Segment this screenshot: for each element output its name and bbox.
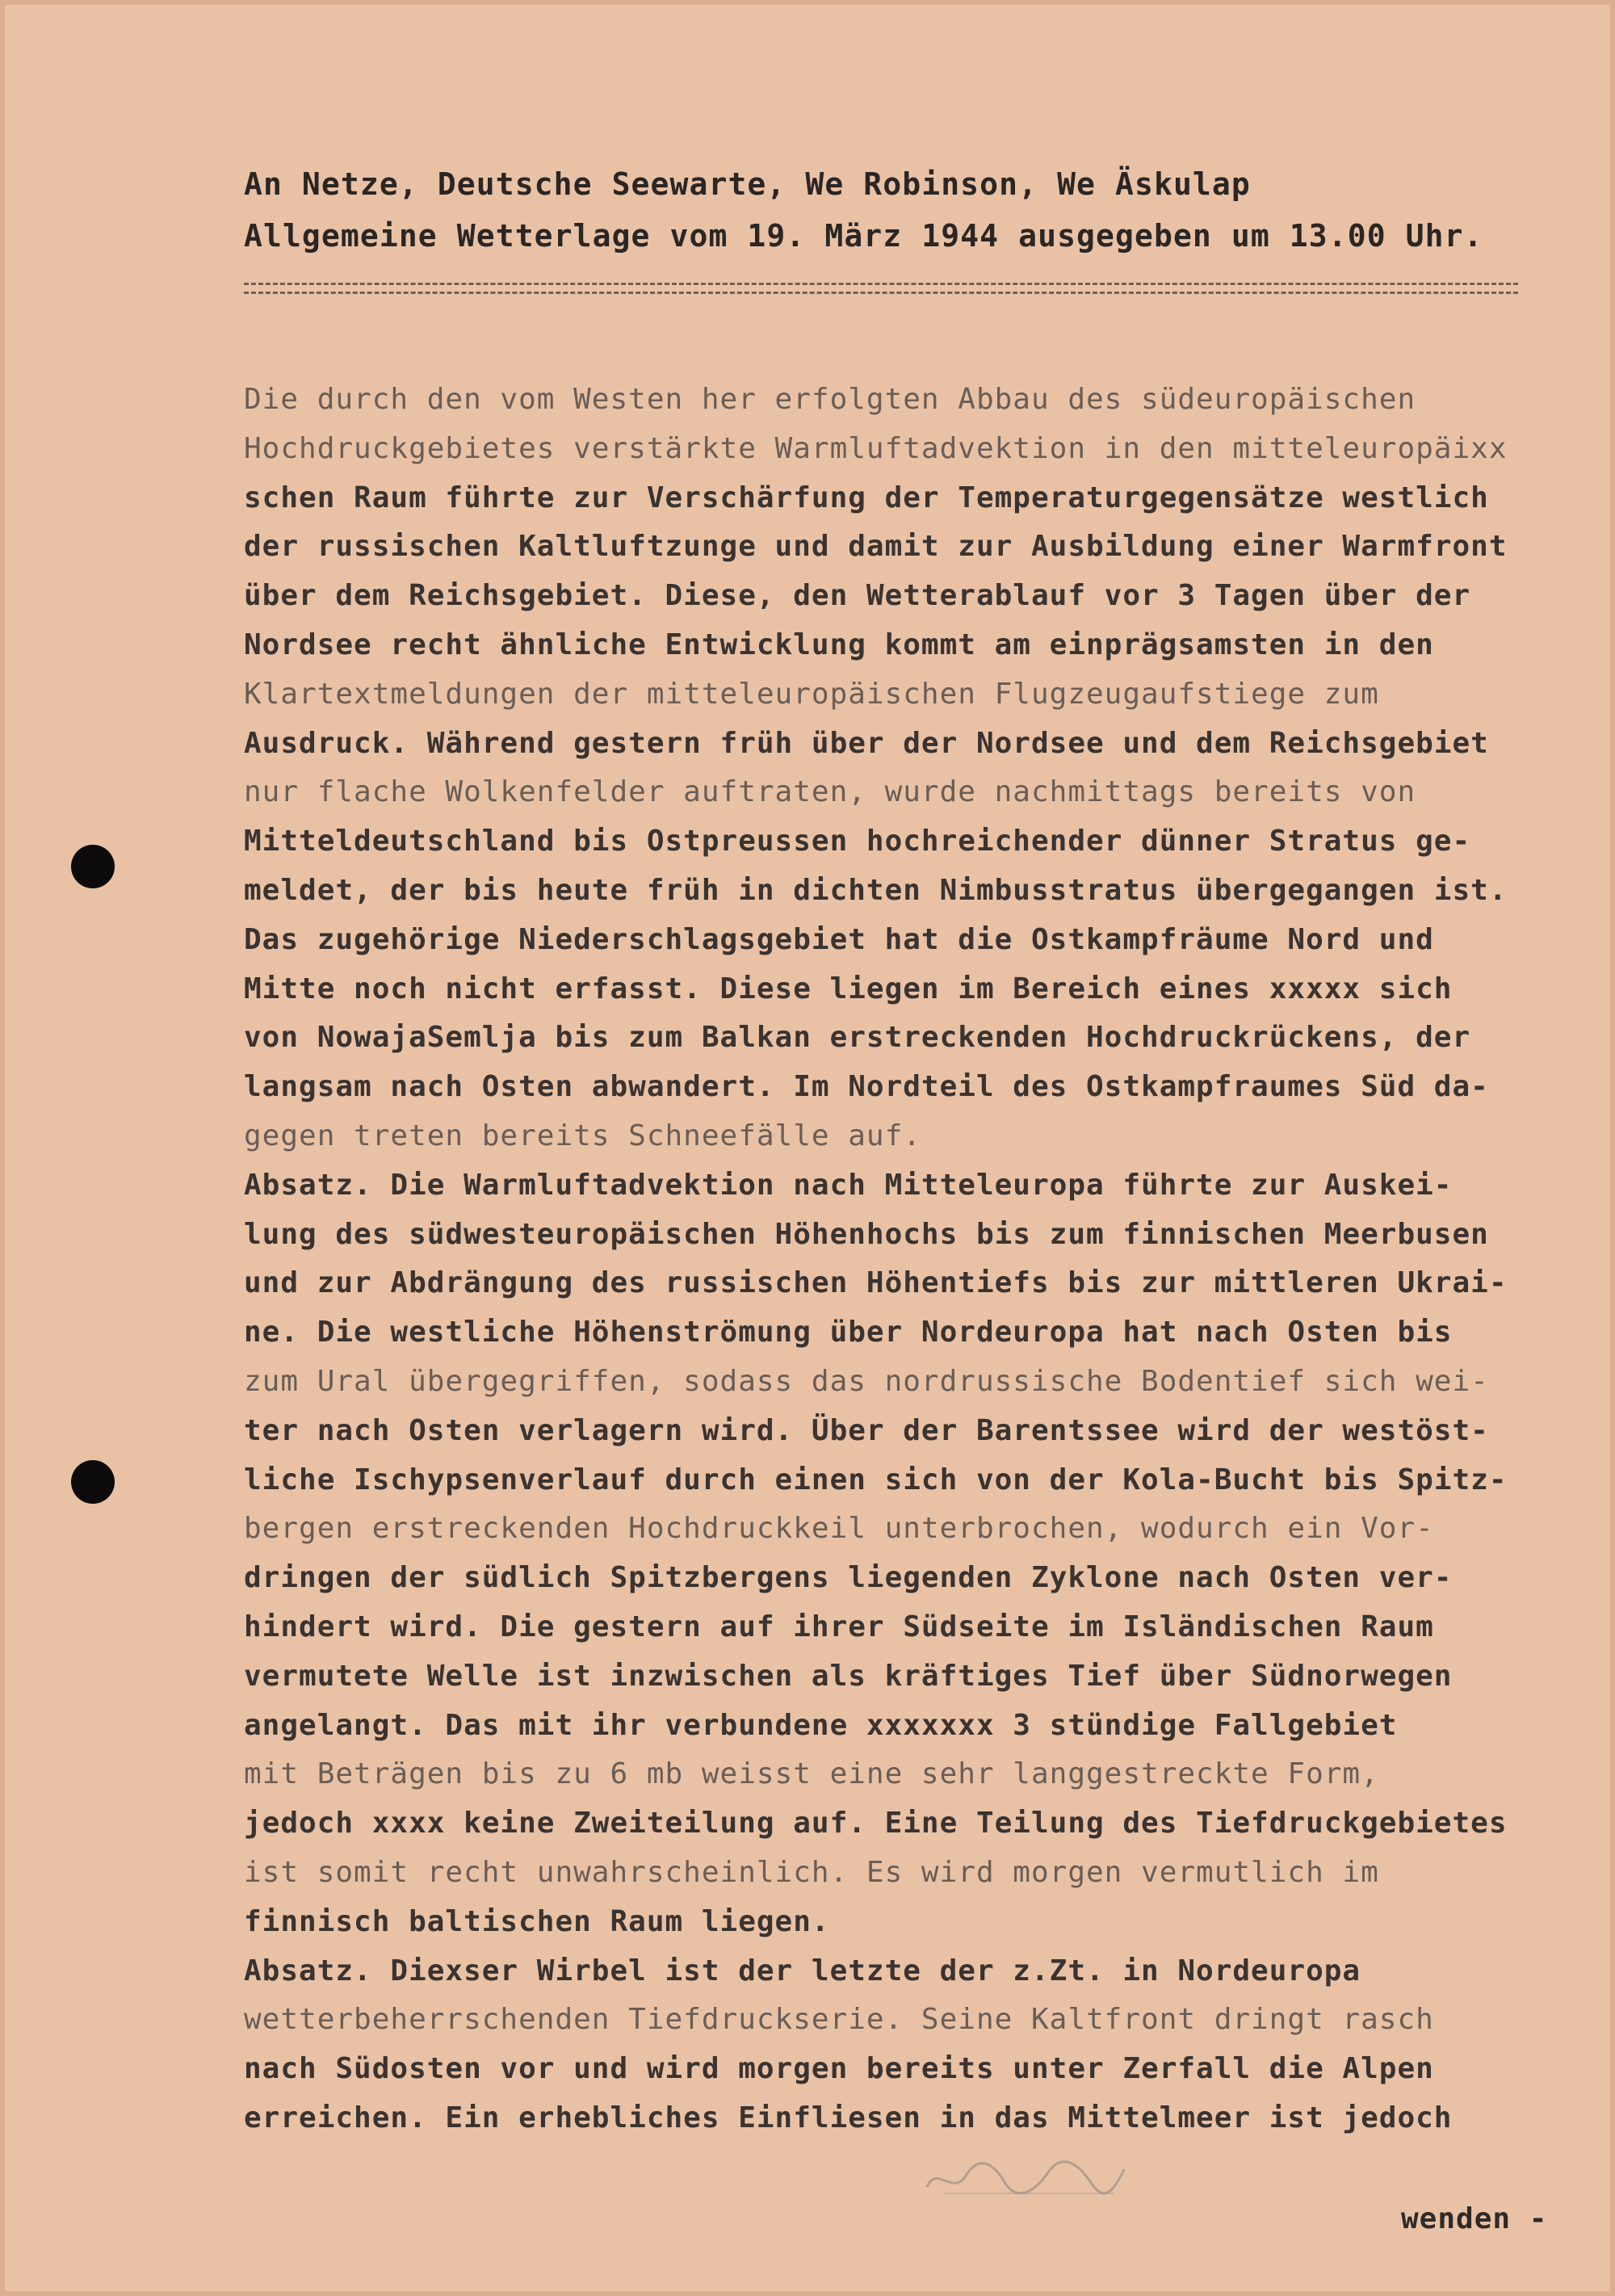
text-line: Klartextmeldungen der mitteleuropäischen Flugzeugaufstiege zum xyxy=(244,677,1379,711)
handwritten-initials-signature xyxy=(921,2148,1130,2205)
text-line: Absatz. Die Warmluftadvektion nach Mitteleuropa führte zur Auskei- xyxy=(244,1168,1453,1202)
text-line: zum Ural übergegriffen, sodass das nordrussische Bodentief sich wei- xyxy=(244,1364,1489,1398)
text-line: Nordsee recht ähnliche Entwicklung kommt am einprägsamsten in den xyxy=(244,628,1434,661)
text-line: Hochdruckgebietes verstärkte Warmluftadvektion in den mitteleuropäixx xyxy=(244,431,1508,465)
text-line: jedoch xxxx keine Zweiteilung auf. Eine Teilung des Tiefdruckgebietes xyxy=(244,1807,1508,1841)
double-rule-divider xyxy=(244,283,1518,294)
punch-hole-bottom xyxy=(71,1460,115,1504)
text-line: vermutete Welle ist inzwischen als kräftiges Tief über Südnorwegen xyxy=(244,1659,1453,1693)
text-line: Ausdruck. Während gestern früh über der Nordsee und dem Reichsgebiet xyxy=(244,726,1489,760)
turn-page-note: wenden - xyxy=(1401,2202,1548,2235)
text-line: der russischen Kaltluftzunge und damit zur Ausbildung einer Warmfront xyxy=(244,530,1508,564)
report-body xyxy=(244,376,1615,2143)
text-line: Die durch den vom Westen her erfolgten Abbau des südeuropäischen xyxy=(244,383,1416,416)
text-line: Mitte noch nicht erfasst. Diese liegen im Bereich eines xxxxx sich xyxy=(244,972,1453,1005)
text-line: wetterbeherrschenden Tiefdruckserie. Seine Kaltfront dringt rasch xyxy=(244,2003,1434,2037)
recipient-line: An Netze, Deutsche Seewarte, We Robinson, We Äskulap xyxy=(244,166,1251,202)
text-line: ter nach Osten verlagern wird. Über der Barentssee wird der westöst- xyxy=(244,1413,1489,1447)
text-line: dringen der südlich Spitzbergens liegenden Zyklone nach Osten ver- xyxy=(244,1561,1453,1595)
text-line: ne. Die westliche Höhenströmung über Nordeuropa hat nach Osten bis xyxy=(244,1316,1453,1349)
text-line: nur flache Wolkenfelder auftraten, wurde nachmittags bereits von xyxy=(244,775,1416,809)
text-line: ist somit recht unwahrscheinlich. Es wird morgen vermutlich im xyxy=(244,1855,1379,1889)
text-line: langsam nach Osten abwandert. Im Nordteil des Ostkampfraumes Süd da- xyxy=(244,1070,1489,1104)
text-line: lung des südwesteuropäischen Höhenhochs bis zum finnischen Meerbusen xyxy=(244,1217,1489,1251)
text-line: liche Ischypsenverlauf durch einen sich von der Kola-Bucht bis Spitz- xyxy=(244,1463,1508,1496)
text-line: und zur Abdrängung des russischen Höhentiefs bis zur mittleren Ukrai- xyxy=(244,1266,1508,1300)
document-header xyxy=(244,158,1536,262)
text-line: über dem Reichsgebiet. Diese, den Wetterablauf vor 3 Tagen über der xyxy=(244,579,1471,613)
text-line: schen Raum führte zur Verschärfung der Temperaturgegensätze westlich xyxy=(244,481,1489,514)
text-line: gegen treten bereits Schneefälle auf. xyxy=(244,1119,921,1152)
punch-hole-top xyxy=(71,845,115,888)
text-line: von NowajaSemlja bis zum Balkan erstreckenden Hochdruckrückens, der xyxy=(244,1021,1471,1055)
text-line: angelangt. Das mit ihr verbundene xxxxxxx 3 stündige Fallgebiet xyxy=(244,1708,1398,1742)
text-line: Das zugehörige Niederschlagsgebiet hat die Ostkampfräume Nord und xyxy=(244,922,1434,956)
text-line: mit Beträgen bis zu 6 mb weisst eine sehr langgestreckte Form, xyxy=(244,1757,1379,1791)
text-line: bergen erstreckenden Hochdruckkeil unterbrochen, wodurch ein Vor- xyxy=(244,1512,1434,1546)
text-line: erreichen. Ein erhebliches Einfliesen in das Mittelmeer ist jedoch xyxy=(244,2101,1453,2134)
text-line: Absatz. Diexser Wirbel ist der letzte der z.Zt. in Nordeuropa xyxy=(244,1954,1361,1987)
text-line: hindert wird. Die gestern auf ihrer Südseite im Isländischen Raum xyxy=(244,1610,1434,1643)
report-title: Allgemeine Wetterlage vom 19. März 1944 ausgegeben um 13.00 Uhr. xyxy=(244,218,1483,254)
text-line: meldet, der bis heute früh in dichten Nimbusstratus übergegangen ist. xyxy=(244,873,1508,907)
text-line: nach Südosten vor und wird morgen bereits unter Zerfall die Alpen xyxy=(244,2052,1434,2086)
text-line: finnisch baltischen Raum liegen. xyxy=(244,1904,830,1938)
text-line: Mitteldeutschland bis Ostpreussen hochreichender dünner Stratus ge- xyxy=(244,825,1471,858)
